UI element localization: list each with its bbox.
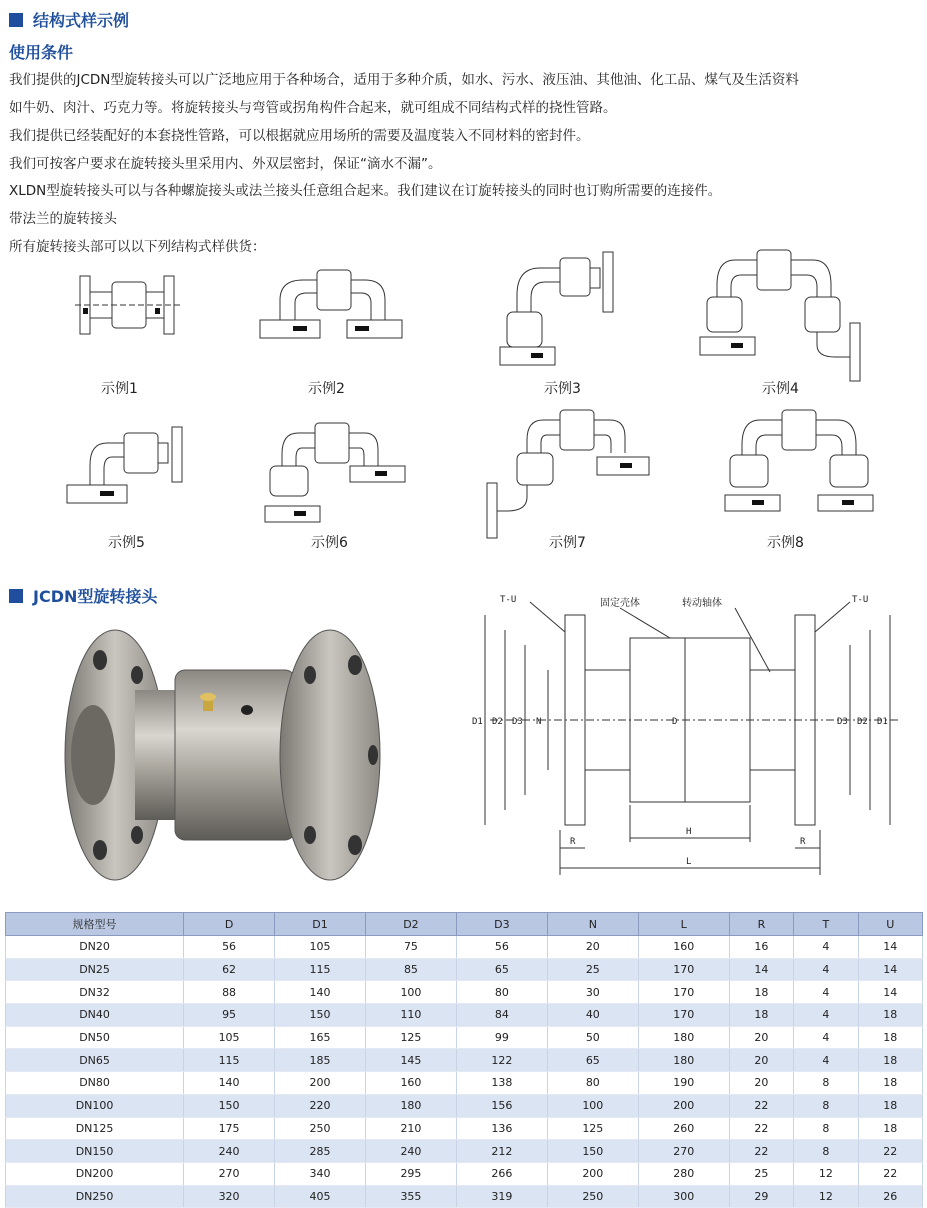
cell-value: 95 [184,1004,275,1027]
example-5-diagram [62,425,197,510]
cell-value: 180 [365,1094,456,1117]
cell-value: 200 [638,1094,729,1117]
cell-value: 20 [729,1072,793,1095]
cell-model: DN200 [6,1162,184,1185]
table-row [6,1072,923,1095]
cell-value: 185 [275,1049,366,1072]
cell-value: 18 [858,1117,922,1140]
cell-value: 150 [275,1004,366,1027]
header-model: 规格型号 [6,913,184,936]
cell-value: 220 [275,1094,366,1117]
cell-value: 140 [275,981,366,1004]
header-t: T [794,913,858,936]
cell-value: 295 [365,1162,456,1185]
table-row [6,981,923,1004]
table-row [6,1162,923,1185]
d-label: D [672,717,678,727]
usage-title: 使用条件 [9,43,74,62]
header-d3: D3 [456,913,547,936]
cell-value: 4 [794,981,858,1004]
cell-value: 65 [456,958,547,981]
cell-value: 270 [184,1162,275,1185]
example-7-caption: 示例7 [549,535,586,551]
header-d1: D1 [275,913,366,936]
example-3-caption: 示例3 [544,381,581,397]
header-n: N [547,913,638,936]
cell-value: 122 [456,1049,547,1072]
example-8-diagram [720,405,880,525]
cell-value: 340 [275,1162,366,1185]
usage-line-6: 带法兰的旋转接头 [9,211,117,227]
cell-value: 210 [365,1117,456,1140]
cell-value: 25 [547,958,638,981]
cell-value: 200 [275,1072,366,1095]
cell-value: 22 [858,1140,922,1163]
cell-model: DN125 [6,1117,184,1140]
cell-value: 100 [365,981,456,1004]
cell-value: 80 [456,981,547,1004]
section-title: JCDN型旋转接头 [33,587,158,606]
cell-value: 30 [547,981,638,1004]
cell-value: 20 [547,936,638,959]
cell-value: 300 [638,1185,729,1208]
cell-value: 170 [638,1004,729,1027]
usage-line-2: 如牛奶、肉汁、巧克力等。将旋转接头与弯管或拐角构件合起来，就可组成不同结构式样的挠性管路。 [9,100,617,116]
table-header-row [6,913,923,936]
cell-value: 16 [729,936,793,959]
cell-value: 8 [794,1117,858,1140]
cell-value: 18 [729,981,793,1004]
cell-value: 99 [456,1026,547,1049]
cell-value: 80 [547,1072,638,1095]
d2-label-left: D2 [492,717,503,727]
cell-value: 75 [365,936,456,959]
example-4-caption: 示例4 [762,381,799,397]
cell-value: 145 [365,1049,456,1072]
cell-value: 85 [365,958,456,981]
cell-value: 4 [794,1026,858,1049]
cell-value: 165 [275,1026,366,1049]
example-5-caption: 示例5 [108,535,145,551]
cell-value: 4 [794,1004,858,1027]
cell-value: 20 [729,1026,793,1049]
cell-value: 160 [638,936,729,959]
cell-value: 26 [858,1185,922,1208]
cell-value: 125 [547,1117,638,1140]
table-row [6,1004,923,1027]
cell-value: 355 [365,1185,456,1208]
cell-value: 4 [794,1049,858,1072]
cell-value: 18 [858,1094,922,1117]
spec-table [5,912,923,1208]
technical-drawing [460,590,920,890]
cell-value: 18 [858,1026,922,1049]
cell-model: DN25 [6,958,184,981]
heading-square-icon [9,13,23,27]
header-d2: D2 [365,913,456,936]
usage-line-1: 我们提供的JCDN型旋转接头可以广泛地应用于各种场合，适用于多种介质，如水、污水、液压油、其他油、化工品、煤气及生活资料 [9,72,799,88]
cell-value: 319 [456,1185,547,1208]
header-d: D [184,913,275,936]
r-label-left: R [570,837,576,847]
cell-value: 212 [456,1140,547,1163]
cell-value: 156 [456,1094,547,1117]
example-7-diagram [485,405,655,545]
cell-value: 105 [184,1026,275,1049]
tu-label-right: T-U [852,595,869,605]
cell-value: 14 [729,958,793,981]
cell-model: DN65 [6,1049,184,1072]
cell-value: 65 [547,1049,638,1072]
cell-value: 280 [638,1162,729,1185]
cell-value: 170 [638,958,729,981]
cell-value: 180 [638,1049,729,1072]
header-u: U [858,913,922,936]
cell-value: 62 [184,958,275,981]
cell-value: 250 [275,1117,366,1140]
cell-value: 180 [638,1026,729,1049]
cell-value: 240 [184,1140,275,1163]
cell-value: 8 [794,1140,858,1163]
cell-value: 14 [858,981,922,1004]
table-row [6,1140,923,1163]
cell-model: DN50 [6,1026,184,1049]
table-row [6,1185,923,1208]
cell-value: 150 [547,1140,638,1163]
d2-label-right: D2 [857,717,868,727]
cell-value: 140 [184,1072,275,1095]
cell-value: 240 [365,1140,456,1163]
cell-value: 22 [729,1140,793,1163]
cell-value: 115 [275,958,366,981]
cell-value: 14 [858,936,922,959]
d3-label-right: D3 [837,717,848,727]
cell-model: DN150 [6,1140,184,1163]
cell-value: 12 [794,1162,858,1185]
n-label: N [536,717,542,727]
example-4-diagram [695,245,880,385]
header-l: L [638,913,729,936]
cell-value: 8 [794,1072,858,1095]
tu-label-left: T-U [500,595,517,605]
cell-value: 8 [794,1094,858,1117]
usage-line-4: 我们可按客户要求在旋转接头里采用内、外双层密封，保证“滴水不漏”。 [9,156,442,172]
cell-model: DN20 [6,936,184,959]
example-3-diagram [495,250,630,370]
usage-line-3: 我们提供已经装配好的本套挠性管路，可以根据就应用场所的需要及温度装入不同材料的密封件。 [9,128,590,144]
rotary-joint-photo [55,615,385,890]
cell-value: 150 [184,1094,275,1117]
example-6-caption: 示例6 [311,535,348,551]
cell-value: 18 [858,1049,922,1072]
cell-value: 88 [184,981,275,1004]
cell-value: 200 [547,1162,638,1185]
cell-value: 84 [456,1004,547,1027]
section-title: 结构式样示例 [33,11,130,30]
rotating-shaft-label: 转动轴体 [682,598,722,609]
cell-value: 285 [275,1140,366,1163]
cell-value: 125 [365,1026,456,1049]
table-row [6,936,923,959]
example-2-caption: 示例2 [308,381,345,397]
table-row [6,1117,923,1140]
d1-label-left: D1 [472,717,483,727]
table-row [6,958,923,981]
table-row [6,1049,923,1072]
cell-value: 18 [729,1004,793,1027]
d1-label-right: D1 [877,717,888,727]
cell-value: 20 [729,1049,793,1072]
cell-value: 260 [638,1117,729,1140]
example-1-diagram [70,268,190,343]
section-heading-jcdn [9,584,157,607]
cell-value: 22 [858,1162,922,1185]
cell-value: 115 [184,1049,275,1072]
d3-label-left: D3 [512,717,523,727]
cell-value: 29 [729,1185,793,1208]
example-2-diagram [255,265,410,345]
cell-value: 18 [858,1072,922,1095]
cell-value: 405 [275,1185,366,1208]
l-label: L [686,857,692,867]
cell-value: 25 [729,1162,793,1185]
table-row [6,1026,923,1049]
example-1-caption: 示例1 [101,381,138,397]
cell-value: 4 [794,958,858,981]
usage-line-7: 所有旋转接头部可以以下列结构式样供货： [9,239,266,255]
table-body [6,936,923,1208]
cell-value: 50 [547,1026,638,1049]
cell-value: 320 [184,1185,275,1208]
cell-model: DN40 [6,1004,184,1027]
cell-value: 22 [729,1117,793,1140]
cell-value: 110 [365,1004,456,1027]
usage-line-5: XLDN型旋转接头可以与各种螺旋接头或法兰接头任意组合起来。我们建议在订旋转接头的同时也订购所需要的连接件。 [9,183,722,199]
cell-value: 56 [184,936,275,959]
cell-value: 138 [456,1072,547,1095]
cell-value: 266 [456,1162,547,1185]
cell-model: DN80 [6,1072,184,1095]
cell-value: 136 [456,1117,547,1140]
r-label-right: R [800,837,806,847]
cell-value: 100 [547,1094,638,1117]
cell-value: 175 [184,1117,275,1140]
cell-model: DN32 [6,981,184,1004]
example-8-caption: 示例8 [767,535,804,551]
table-row [6,1094,923,1117]
cell-value: 170 [638,981,729,1004]
cell-value: 56 [456,936,547,959]
example-6-diagram [260,418,410,528]
cell-value: 14 [858,958,922,981]
section-heading-examples [9,8,129,31]
header-r: R [729,913,793,936]
cell-value: 18 [858,1004,922,1027]
cell-value: 105 [275,936,366,959]
fixed-shell-label: 固定壳体 [600,598,640,609]
h-label: H [686,827,692,837]
cell-value: 160 [365,1072,456,1095]
cell-value: 40 [547,1004,638,1027]
cell-value: 190 [638,1072,729,1095]
heading-square-icon [9,589,23,603]
cell-value: 270 [638,1140,729,1163]
cell-value: 12 [794,1185,858,1208]
cell-model: DN100 [6,1094,184,1117]
cell-value: 250 [547,1185,638,1208]
cell-model: DN250 [6,1185,184,1208]
cell-value: 4 [794,936,858,959]
cell-value: 22 [729,1094,793,1117]
